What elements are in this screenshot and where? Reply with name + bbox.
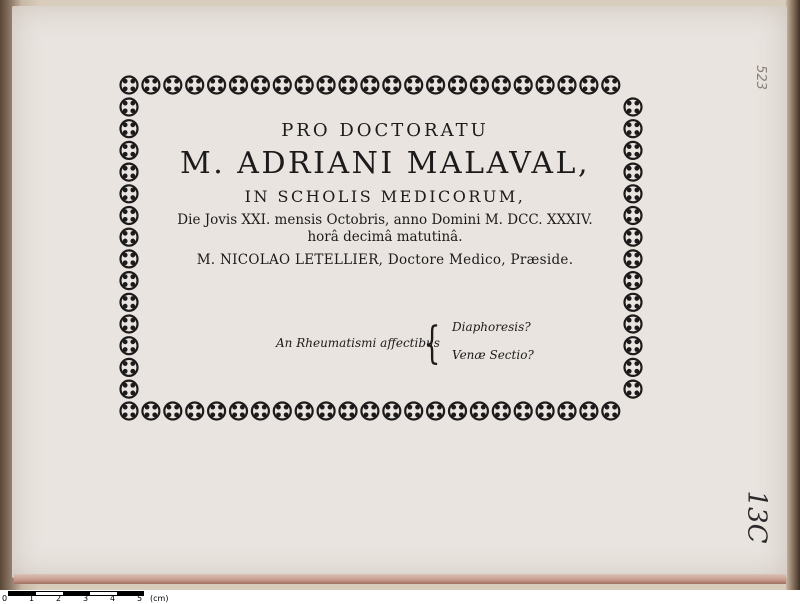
ruler-label: 2 — [56, 594, 62, 603]
page-edge — [14, 574, 786, 584]
ornament-motif — [121, 316, 138, 333]
ruler-unit: (cm) — [150, 594, 169, 603]
title-praeses: M. NICOLAO LETELLIER, Doctore Medico, Præside. — [196, 252, 574, 268]
question-option-1: Diaphoresis? — [452, 320, 531, 334]
ornament-motif — [121, 250, 138, 267]
title-candidate-name: M. ADRIANI MALAVAL, — [180, 146, 590, 181]
title-line-pro-doctoratu: PRO DOCTORATU — [281, 120, 489, 141]
ornament-motif — [121, 272, 138, 289]
ornament-motif — [121, 229, 138, 246]
ornament-motif — [121, 337, 138, 354]
ornament-motif — [625, 381, 642, 398]
ornament-motif — [471, 403, 488, 420]
thesis-title-block — [140, 112, 630, 268]
ornament-motif — [493, 403, 510, 420]
ornament-motif — [230, 403, 247, 420]
ornament-motif — [121, 185, 138, 202]
ruler-label: 5 — [137, 594, 143, 603]
ornament-motif — [252, 403, 269, 420]
brace-symbol: { — [423, 318, 441, 369]
ornament-motif — [625, 337, 642, 354]
ornament-motif — [208, 77, 225, 94]
ornament-motif — [340, 77, 357, 94]
ornament-motif — [296, 77, 313, 94]
ornament-motif — [186, 77, 203, 94]
ornament-motif — [515, 77, 532, 94]
ornament-motif — [318, 403, 335, 420]
ornament-motif — [121, 120, 138, 137]
ornament-motif — [142, 77, 159, 94]
ornament-motif — [580, 403, 597, 420]
ornament-motif — [427, 77, 444, 94]
ornament-motif — [405, 77, 422, 94]
ornament-motif — [296, 403, 313, 420]
ornament-motif — [186, 403, 203, 420]
ornament-motif — [121, 164, 138, 181]
ruler-label: 4 — [110, 594, 116, 603]
ornament-motif — [361, 403, 378, 420]
ornament-motif — [449, 77, 466, 94]
ornament-motif — [383, 77, 400, 94]
ornament-motif — [383, 403, 400, 420]
ornament-motif — [252, 77, 269, 94]
ornament-border-top — [118, 74, 644, 96]
ornament-motif — [580, 77, 597, 94]
ornament-motif — [164, 403, 181, 420]
question-option-2: Venæ Sectio? — [452, 348, 534, 362]
title-scholis: IN SCHOLIS MEDICORUM, — [244, 187, 526, 206]
ornament-motif — [625, 294, 642, 311]
ornament-motif — [230, 77, 247, 94]
ornament-motif — [427, 403, 444, 420]
ornament-motif — [602, 403, 619, 420]
ornament-motif — [361, 77, 378, 94]
ornament-motif — [318, 77, 335, 94]
ornament-motif — [121, 99, 138, 116]
thesis-question — [268, 318, 568, 370]
ornament-motif — [121, 77, 138, 94]
ornament-motif — [559, 77, 576, 94]
ornament-motif — [164, 77, 181, 94]
ornament-motif — [121, 294, 138, 311]
ornament-motif — [602, 77, 619, 94]
ornament-motif — [537, 403, 554, 420]
question-stem: An Rheumatismi affectibus — [276, 336, 440, 350]
ornament-motif — [121, 359, 138, 376]
ornament-motif — [625, 272, 642, 289]
ornament-motif — [537, 77, 554, 94]
scale-ruler — [0, 590, 800, 604]
ornament-motif — [340, 403, 357, 420]
ornament-motif — [208, 403, 225, 420]
ornament-motif — [121, 403, 138, 420]
ornament-motif — [405, 403, 422, 420]
ornament-border-left — [118, 96, 140, 400]
ornament-motif — [449, 403, 466, 420]
ornament-border-bottom — [118, 400, 644, 422]
ornament-motif — [142, 403, 159, 420]
ornament-motif — [625, 316, 642, 333]
handwritten-note: 13C — [741, 490, 772, 544]
ruler-label: 1 — [29, 594, 35, 603]
ruler-label: 0 — [2, 594, 8, 603]
ornament-motif — [274, 403, 291, 420]
ornament-motif — [121, 142, 138, 159]
ornament-motif — [471, 77, 488, 94]
ornament-motif — [625, 359, 642, 376]
ornament-motif — [121, 381, 138, 398]
title-date: Die Jovis XXI. mensis Octobris, anno Domini M. DCC. XXXIV. — [177, 212, 593, 228]
ruler-label: 3 — [83, 594, 89, 603]
ornament-motif — [121, 207, 138, 224]
manuscript-number: 523 — [752, 65, 768, 90]
title-hour: horâ decimâ matutinâ. — [307, 229, 463, 245]
ornament-motif — [274, 77, 291, 94]
ornament-motif — [559, 403, 576, 420]
ornament-motif — [493, 77, 510, 94]
ornament-motif — [515, 403, 532, 420]
book-spine — [786, 0, 800, 590]
